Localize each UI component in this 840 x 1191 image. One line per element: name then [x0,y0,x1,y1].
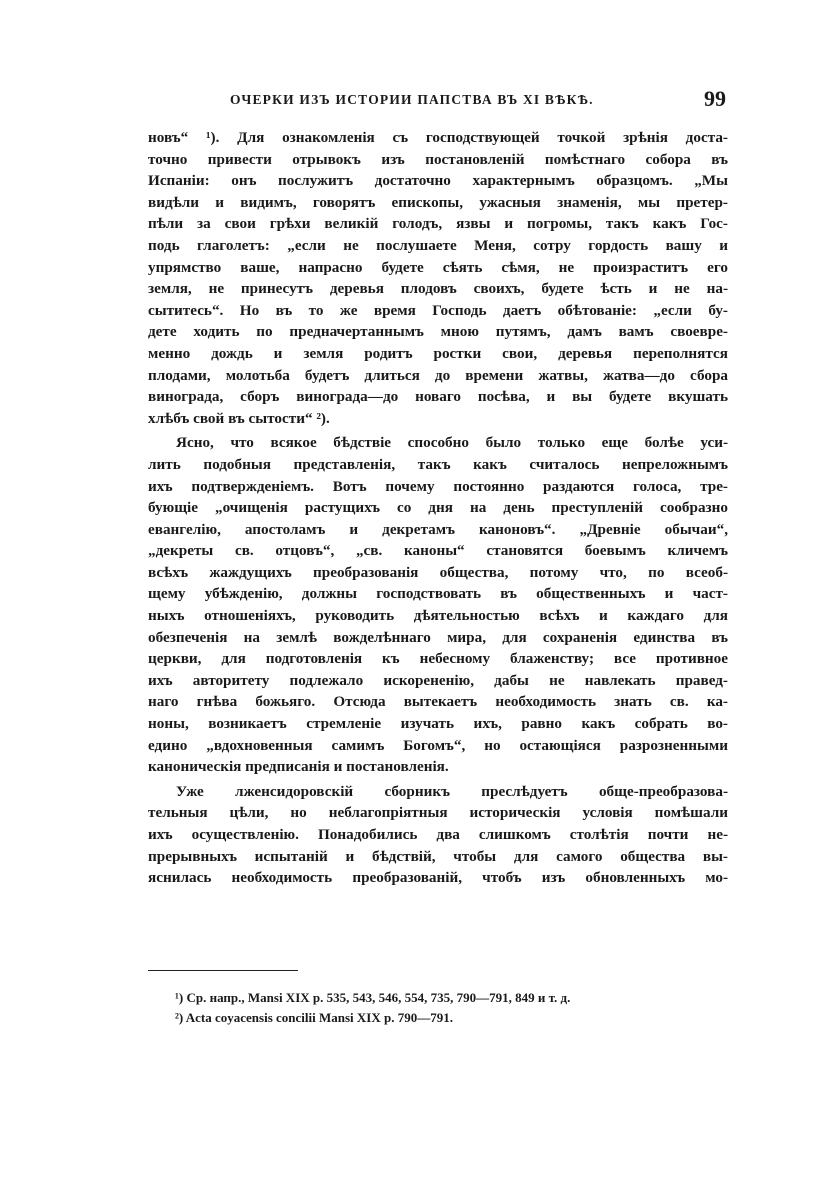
text-line: дете ходить по предначертаннымъ мною путямъ, дамъ вамъ своевре- [148,323,728,341]
text-line: менно дождь и земля родитъ ростки свои, деревья переполнятся [148,344,728,362]
footnote: ²) Acta coyacensis concilii Mansi XIX p. 790—791. [175,1010,453,1025]
text-line: тельныя цѣли, но неблагопріятныя историческія условія помѣшали [148,804,728,822]
text-line: ныхъ отношеніяхъ, руководить дѣятельностью всѣхъ и каждаго для [148,607,728,625]
text-line: видѣли и видимъ, говорятъ епископы, ужасныя знаменія, мы претер- [148,193,728,211]
footnote-divider [148,970,298,971]
text-line: обезпеченія на землѣ вожделѣннаго мира, для сохраненія единства въ [148,628,728,646]
text-line: ихъ осуществленію. Понадобились два слишкомъ столѣтія почти не- [148,826,728,843]
text-line: новъ“ ¹). Для ознакомленія съ господствующей точкой зрѣнія доста- [148,129,728,146]
paragraph [148,432,728,778]
text-line: земля, не принесутъ деревья плодовъ своихъ, будете ѣсть и не на- [148,280,728,298]
text-line: ноны, возникаетъ стремленіе изучать ихъ, равно какъ собрать во- [148,715,728,733]
running-title: ОЧЕРКИ ИЗЪ ИСТОРИИ ПАПСТВА ВЪ XI ВѢКѢ. [230,92,594,107]
text-line: церкви, для подготовленія къ небесному блаженству; все противное [148,650,728,668]
footnote: ¹) Ср. напр., Mansi XIX p. 535, 543, 546, 554, 735, 790—791, 849 и т. д. [175,990,571,1005]
text-line: хлѣбъ свой въ сытости“ ²). [148,409,330,427]
text-line: Ясно, что всякое бѣдствіе способно было только еще болѣе уси- [176,434,728,452]
text-line: наго гнѣва божьяго. Отсюда вытекаетъ необходимость знать св. ка- [148,693,728,711]
text-line: ихъ авторитету подлежало искорененію, дабы не навлекать правед- [148,671,728,689]
paragraph [148,127,728,429]
paragraph [148,781,728,889]
footnotes [175,988,735,1028]
text-line: плодами, молотьба будетъ длиться до времени жатвы, жатва—до сбора [148,366,728,384]
text-line: всѣхъ жаждущихъ преобразованія общества, потому что, по всеоб- [148,563,728,581]
text-line: каноническія предписанія и постановленія. [148,758,449,776]
running-header [148,86,730,116]
page-number: 99 [704,86,726,111]
text-line: Уже лженсидоровскій сборникъ преслѣдуетъ обще-преобразова- [176,782,728,800]
text-line: яснилась необходимость преобразованій, чтобъ изъ обновленныхъ мо- [148,869,728,887]
text-line: едино „вдохновенныя самимъ Богомъ“, но остающіяся разрозненными [148,736,728,754]
text-line: подь глаголетъ: „если не послушаете Меня, сотру гордость вашу и [148,236,728,254]
text-line: бующіе „очищенія растущихъ со дня на день преступленій сообразно [148,499,728,517]
text-line: евангелію, апостоламъ и декретамъ каноновъ“. „Древніе обычаи“, [148,520,728,538]
text-line: точно привести отрывокъ изъ постановленій помѣстнаго собора въ [148,150,728,168]
body-text [148,127,728,889]
text-line: сытитесь“. Но въ то же время Господь даетъ обѣтованіе: „если бу- [148,301,728,319]
text-line: упрямство ваше, напрасно будете сѣять сѣмя, не произраститъ его [148,258,728,276]
text-line: пѣли за свои грѣхи великій голодъ, язвы и погромы, такъ какъ Гос- [148,215,728,233]
text-line: Испаніи: онъ послужитъ достаточно характернымъ образцомъ. „Мы [148,172,728,190]
text-line: прерывныхъ испытаній и бѣдствій, чтобы для самого общества вы- [148,847,728,865]
text-line: лить подобныя представленія, такъ какъ считалось непреложнымъ [148,455,728,473]
text-line: „декреты св. отцовъ“, „св. каноны“ становятся боевымъ кличемъ [148,542,728,560]
text-line: винограда, сборъ винограда—до новаго посѣва, и вы будете вкушать [148,388,728,406]
text-line: щему убѣжденію, должны господствовать въ общественныхъ и част- [148,585,728,603]
text-line: ихъ подтвержденіемъ. Вотъ почему постоянно раздаются голоса, тре- [148,477,728,495]
